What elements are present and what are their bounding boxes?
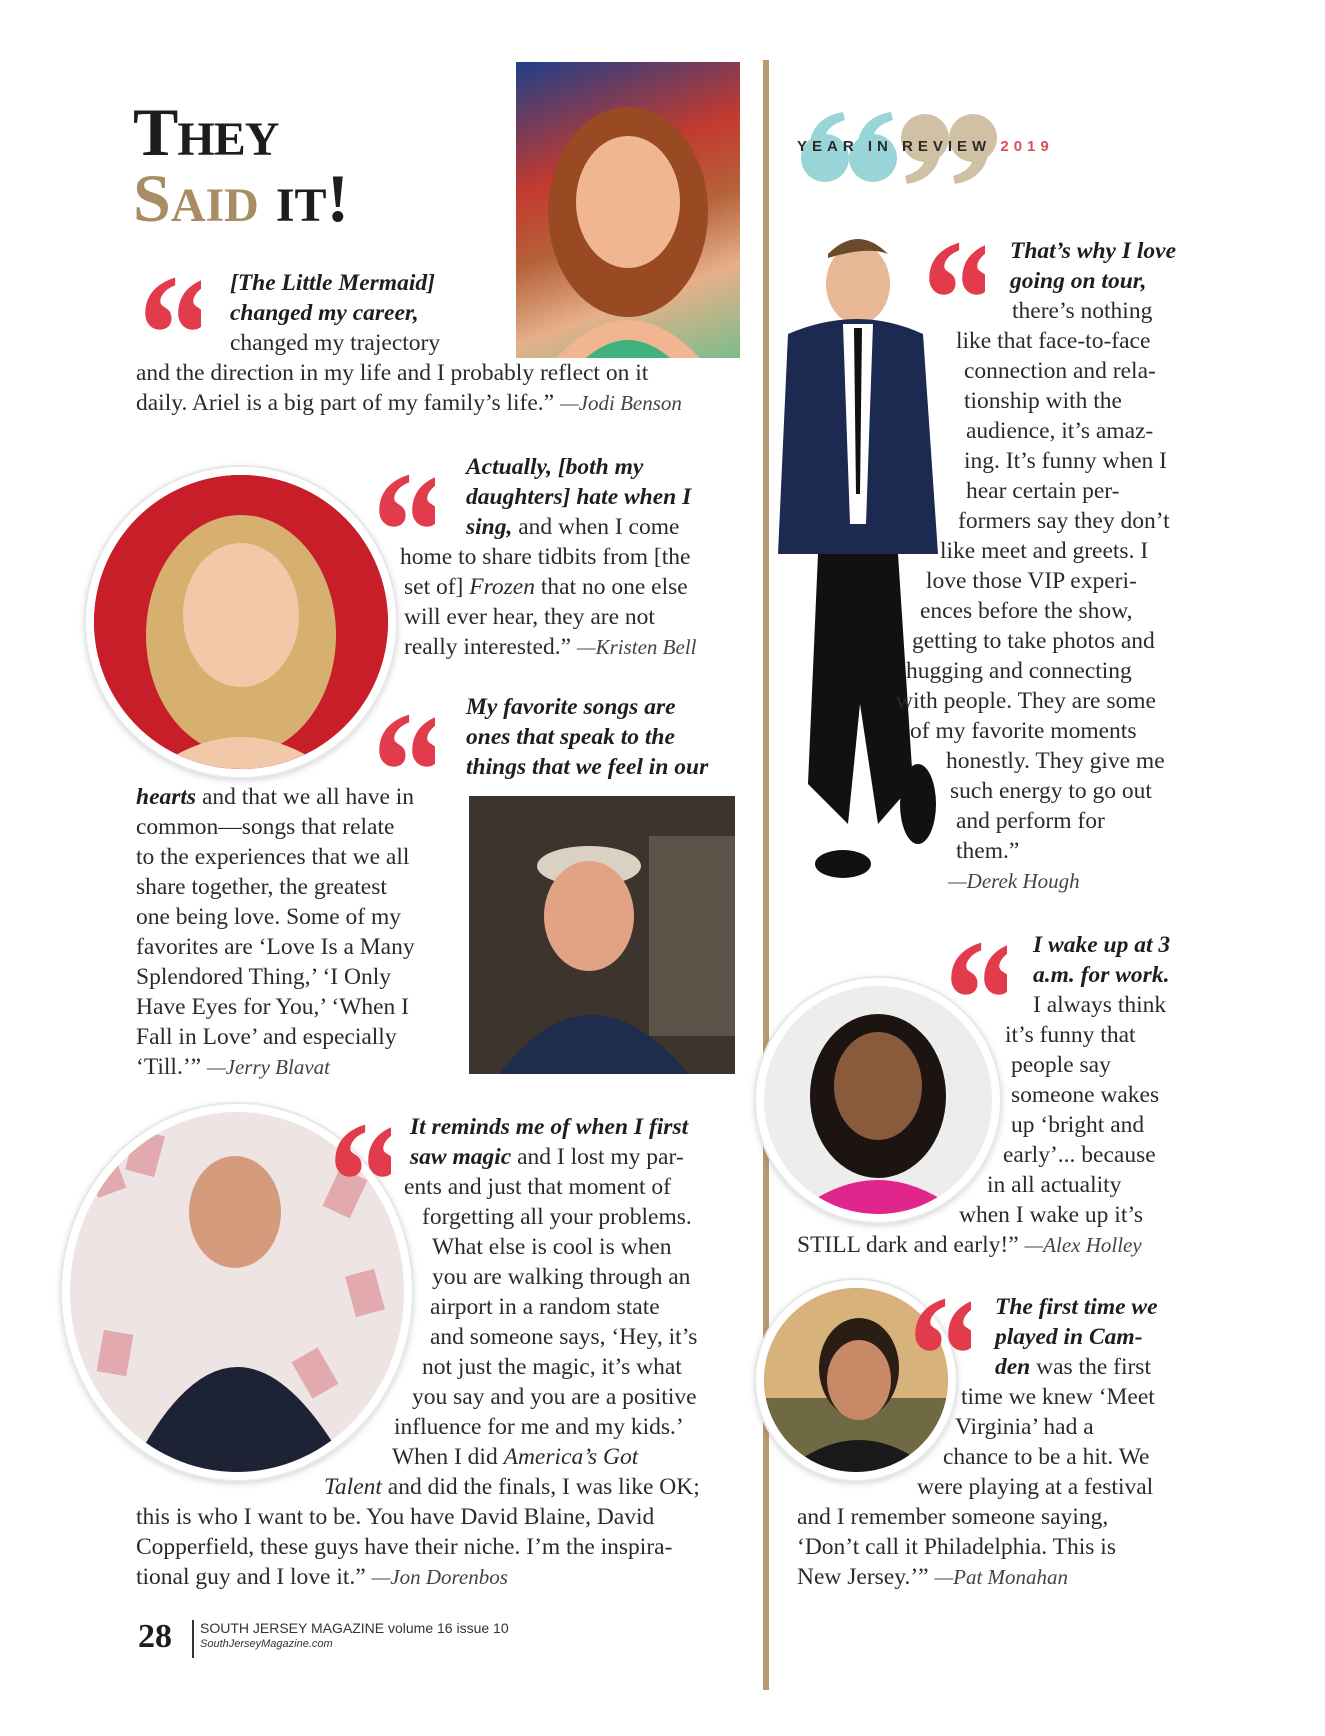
kristen-bell-quote: Actually, [both my daughters] hate when I sing, and when I come home to share tidbits from [the set of] Frozen that no one else will ever hear, they are not really interested.” —Kristen Bell bbox=[400, 454, 697, 660]
alex-holley-quote: I wake up at 3 a.m. for work. I always think it’s funny that people say someone wakes up ‘bright and early’... because in all actuality when I wake up it’s STILL dark and early!” —Alex Holley bbox=[797, 932, 1171, 1258]
pat-attribution: —Pat Monahan bbox=[934, 1565, 1069, 1589]
jerry-attribution: —Jerry Blavat bbox=[206, 1055, 330, 1079]
derek-attribution: —Derek Hough bbox=[948, 869, 1080, 893]
jerry-blavat-quote: My favorite songs are ones that speak to the things that we feel in our hearts and that we all have in common—songs that relate to the experiences that we all share together, the greatest one being love. Some of my favorites are ‘Love Is a Many Splendored Thing,’ ‘I Only Have Eyes for You,’ ‘When I Fall in Love’ and especially ‘Till.’” —Jerry Blavat bbox=[136, 694, 709, 1080]
section-label: YEAR IN REVIEW 2019 bbox=[797, 138, 1054, 155]
jodi-attribution: —Jodi Benson bbox=[560, 391, 682, 415]
alex-attribution: —Alex Holley bbox=[1024, 1233, 1142, 1257]
derek-hough-quote: That’s why I love going on tour, there’s nothing like that face-to-face connection and rela- tionship with the audience, it’s amaz- ing. It’s funny when I hear certain per- formers say they don’t like meet and greets. I love those VIP experi- ences before the show, getting to take photos and hugging and connecting with people. They are some of my favorite moments honestly. They give me such energy to go out and perform for them.” —Derek Hough bbox=[880, 236, 1210, 896]
footer-divider bbox=[192, 1620, 194, 1658]
jon-attribution: —Jon Dorenbos bbox=[371, 1565, 508, 1589]
pat-monahan-quote: The first time we played in Cam- den was the first time we knew ‘Meet Virginia’ had a chance to be a hit. We were playing at a festival and I remember someone saying, ‘Don’t call it Philadelphia. This is New Jersey.’” —Pat Monahan bbox=[797, 1294, 1158, 1590]
jodi-benson-quote: [The Little Mermaid] changed my career, changed my trajectory and the direction in my life and I probably reflect on it daily. Ariel is a big part of my family’s life.” —Jodi Benson bbox=[136, 270, 682, 416]
footer-url: SouthJerseyMagazine.com bbox=[200, 1638, 333, 1650]
title-line-2: Said it! bbox=[133, 160, 350, 236]
page-number: 28 bbox=[138, 1618, 172, 1655]
page-title bbox=[133, 94, 350, 236]
title-line-1: They bbox=[133, 94, 279, 170]
kristen-attribution: —Kristen Bell bbox=[576, 635, 697, 659]
footer-magazine-info: SOUTH JERSEY MAGAZINE volume 16 issue 10 bbox=[200, 1620, 509, 1636]
jon-dorenbos-quote: It reminds me of when I first saw magic and I lost my par- ents and just that moment of forgetting all your problems. What else is cool is when you are walking through an airport in a random state and someone says, ‘Hey, it’s not just the magic, it’s what you say and you are a positive influence for me and my kids.’ When I did America’s Got Talent and did the finals, I was like OK; this is who I want to be. You have David Blaine, David Copperfield, these guys have their niche. I’m the inspira- tional guy and I love it.” —Jon Dorenbos bbox=[136, 1114, 700, 1590]
